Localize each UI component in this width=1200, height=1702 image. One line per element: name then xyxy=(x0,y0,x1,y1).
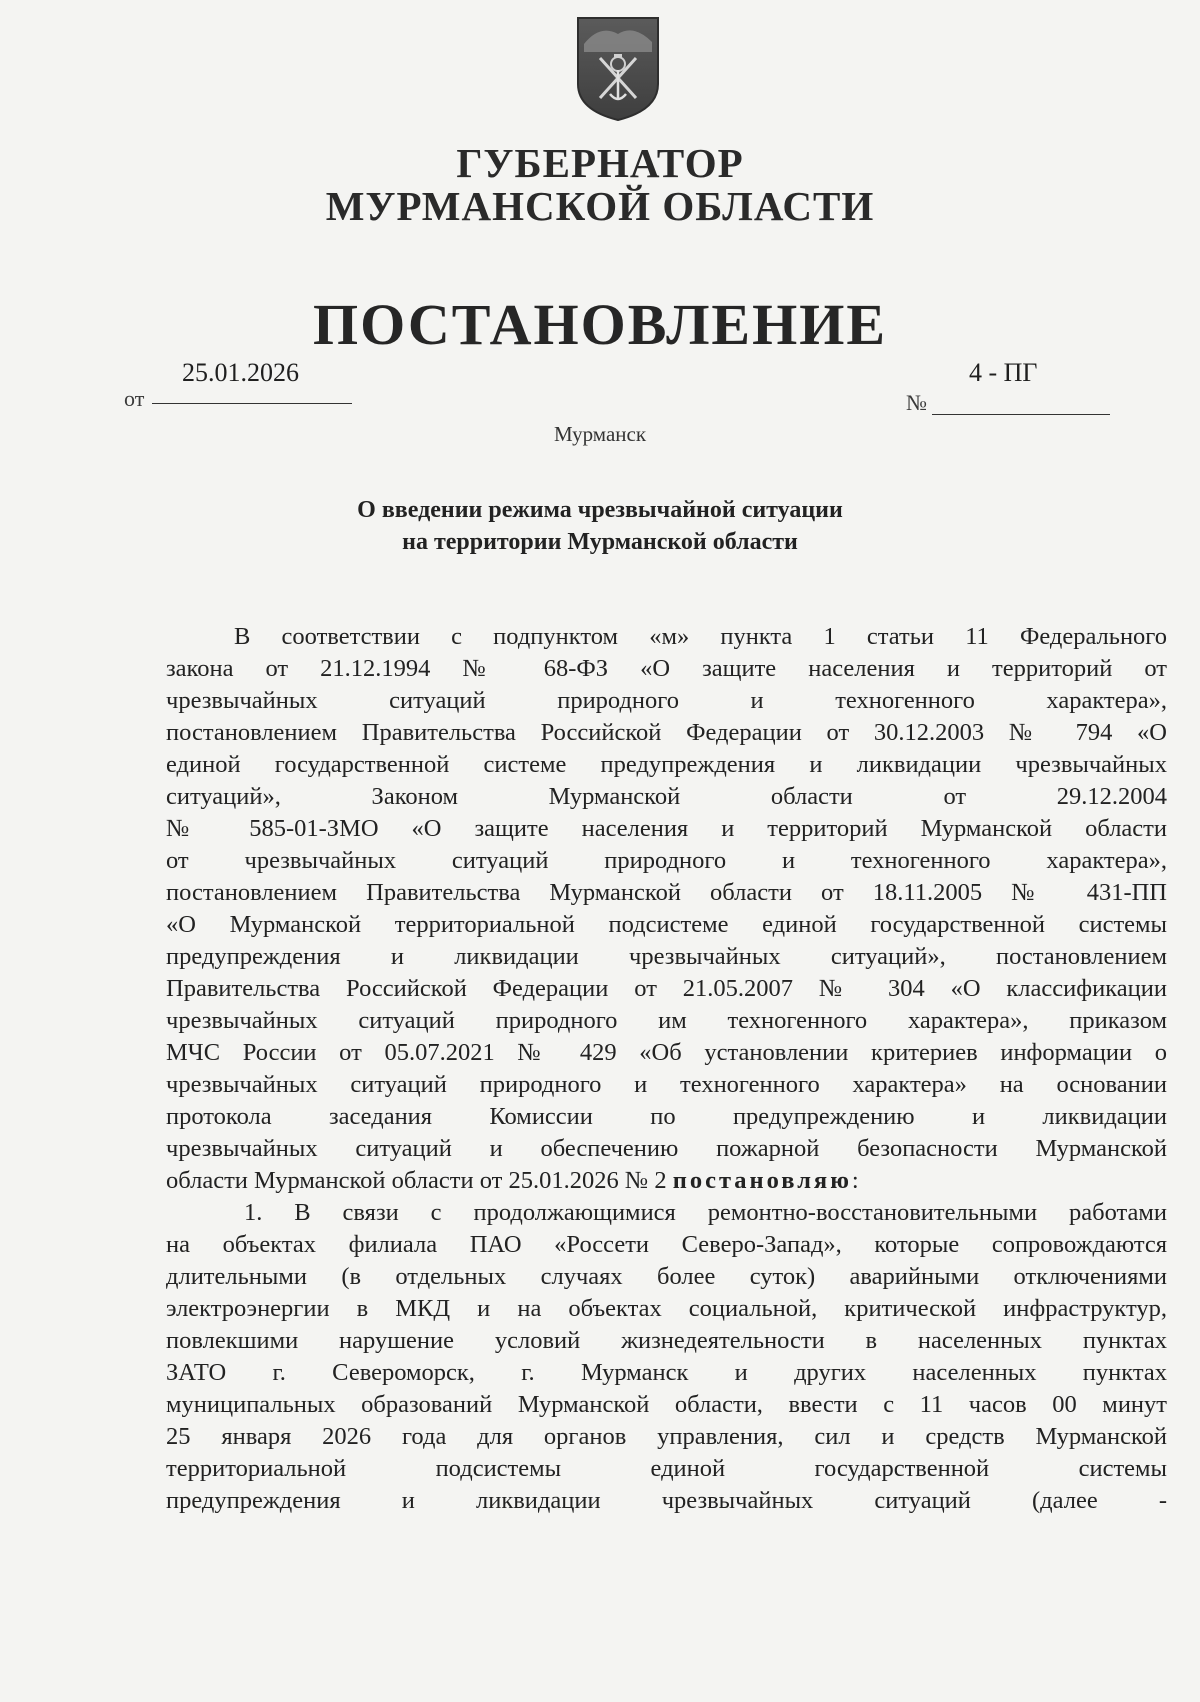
body-line: чрезвычайных ситуаций и обеспечению пожарной безопасности Мурманской xyxy=(166,1135,1167,1162)
body-line: чрезвычайных ситуаций природного им техногенного характера», приказом xyxy=(166,1007,1167,1034)
body-line: ситуаций», Законом Мурманской области от 29.12.2004 xyxy=(166,783,1167,810)
body-line: постановлением Правительства Российской Федерации от 30.12.2003 № 794 «О xyxy=(166,719,1167,746)
authority-name-line2: МУРМАНСКОЙ ОБЛАСТИ xyxy=(325,183,875,229)
decree-colon: : xyxy=(851,1167,859,1194)
item-line: муниципальных образований Мурманской области, ввести с 11 часов 00 минут xyxy=(166,1391,1167,1418)
number-underline xyxy=(932,414,1110,415)
body-line: № 585-01-ЗМО «О защите населения и территорий Мурманской области xyxy=(166,815,1167,842)
number-value: 4 - ПГ xyxy=(969,358,1038,387)
item-line: длительными (в отдельных случаях более суток) аварийными отключениями xyxy=(166,1263,1167,1290)
document-title-line2: на территории Мурманской области xyxy=(402,529,798,555)
decree-word: постановляю xyxy=(672,1167,852,1194)
item-line: 1. В связи с продолжающимися ремонтно-восстановительными работами xyxy=(244,1199,1167,1226)
body-line: закона от 21.12.1994 № 68-ФЗ «О защите населения и территорий от xyxy=(166,655,1167,682)
coat-of-arms-emblem xyxy=(574,14,662,124)
body-line: единой государственной системе предупреждения и ликвидации чрезвычайных xyxy=(166,751,1167,778)
item-line: на объектах филиала ПАО «Россети Северо-Запад», которые сопровождаются xyxy=(166,1231,1167,1258)
body-line: «О Мурманской территориальной подсистеме единой государственной системы xyxy=(166,911,1167,938)
body-line: В соответствии с подпунктом «м» пункта 1 статьи 11 Федерального xyxy=(234,623,1167,650)
body-line: МЧС России от 05.07.2021 № 429 «Об установлении критериев информации о xyxy=(166,1039,1167,1066)
date-prefix: от xyxy=(124,386,145,411)
item-line: территориальной подсистемы единой государственной системы xyxy=(166,1455,1167,1482)
body-line: чрезвычайных ситуаций природного и техногенного характера», xyxy=(166,687,1167,714)
authority-name-line1: ГУБЕРНАТОР xyxy=(456,140,744,186)
body-line: протокола заседания Комиссии по предупреждению и ликвидации xyxy=(166,1103,1167,1130)
body-line: чрезвычайных ситуаций природного и техногенного характера» на основании xyxy=(166,1071,1167,1098)
body-line: Правительства Российской Федерации от 21.05.2007 № 304 «О классификации xyxy=(166,975,1167,1002)
date-value: 25.01.2026 xyxy=(182,358,299,387)
body-line-text: области Мурманской области от 25.01.2026 № 2 xyxy=(166,1167,667,1194)
document-type-heading: ПОСТАНОВЛЕНИЕ xyxy=(312,292,888,357)
item-line: ЗАТО г. Североморск, г. Мурманск и других населенных пунктах xyxy=(166,1359,1167,1386)
body-line-decree xyxy=(166,1166,1167,1196)
item-line: 25 января 2026 года для органов управления, сил и средств Мурманской xyxy=(166,1423,1167,1450)
date-underline xyxy=(152,403,352,404)
place-name: Мурманск xyxy=(553,422,647,446)
body-line: предупреждения и ликвидации чрезвычайных ситуаций», постановлением xyxy=(166,943,1167,970)
item-line: повлекшими нарушение условий жизнедеятельности в населенных пунктах xyxy=(166,1327,1167,1354)
document-title-line1: О введении режима чрезвычайной ситуации xyxy=(357,497,843,523)
number-prefix: № xyxy=(906,390,927,415)
item-line: электроэнергии в МКД и на объектах социальной, критической инфраструктур, xyxy=(166,1295,1167,1322)
body-line: постановлением Правительства Мурманской области от 18.11.2005 № 431-ПП xyxy=(166,879,1167,906)
item-line: предупреждения и ликвидации чрезвычайных ситуаций (далее - xyxy=(166,1487,1167,1514)
body-line: от чрезвычайных ситуаций природного и техногенного характера», xyxy=(166,847,1167,874)
